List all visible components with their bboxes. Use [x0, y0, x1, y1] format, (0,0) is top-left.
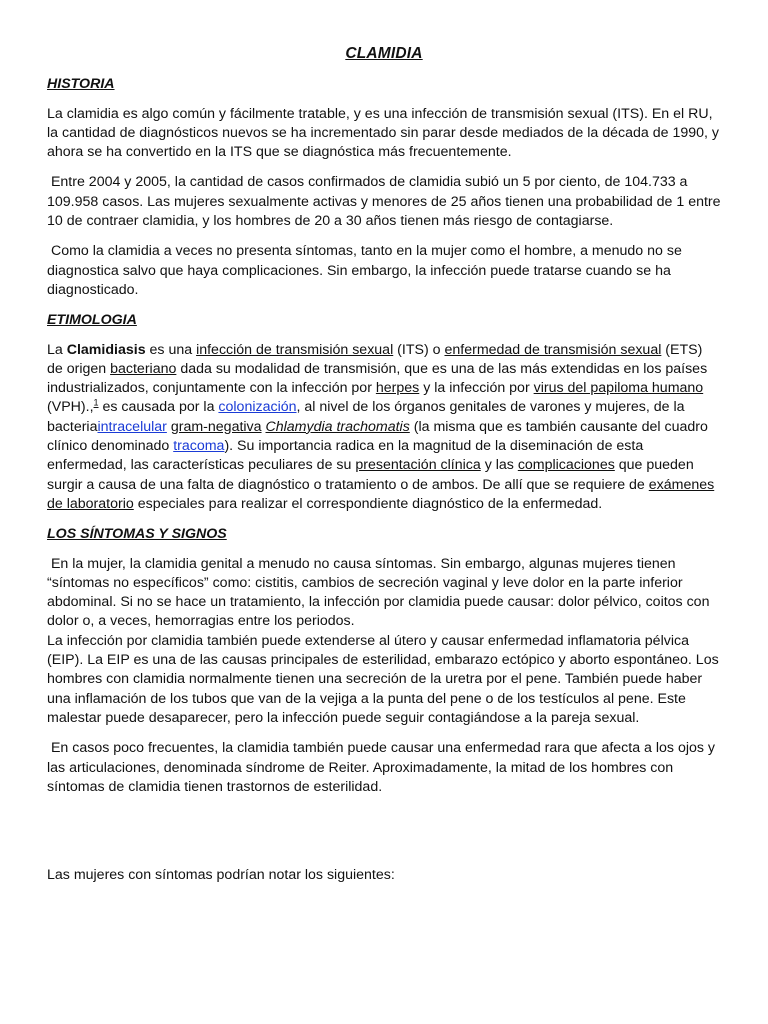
text-run: es una [145, 341, 197, 358]
text-run: dada su modalidad de transmisión, que es una de las más extendidas en los países industrializados, conjuntamente con la infección por [47, 360, 708, 397]
link-herpes[interactable]: herpes [375, 380, 420, 397]
link-examenes-laboratorio[interactable]: exámenes de laboratorio [47, 476, 715, 512]
text-run: y la infección por [419, 380, 534, 397]
sintomas-paragraph-1a: En la mujer, la clamidia genital a menudo no causa síntomas. Sin embargo, algunas mujeres tienen “síntomas no específicos” como: cistitis, cambios de secreción vaginal y leve dolor en la parte inferior abdominal. Si no se hace un tratamiento, la infección por clamidia puede causar: dolor pélvico, coitos con dolor o, a veces, hemorragias entre los periodos. [47, 555, 710, 630]
term-clamidiasis: Clamidiasis [66, 341, 146, 358]
footnote-ref[interactable]: 1 [93, 397, 99, 408]
text-run: , al nivel de los órganos genitales de varones y mujeres, de la bacteria [47, 399, 685, 435]
section-heading-etimologia: ETIMOLOGIA [47, 312, 137, 329]
historia-paragraph-3 [47, 242, 721, 300]
text-run: que pueden surgir a causa de una falta de diagnóstico o tratamiento o de ambos. De allí que se requiere de [47, 457, 694, 493]
text-run: (ETS) de origen [47, 341, 703, 377]
text-run: (ITS) o [393, 341, 445, 358]
link-gram-negativa[interactable]: gram-negativa [170, 418, 262, 435]
sintomas-paragraph-3: Las mujeres con síntomas podrían notar los siguientes: [47, 867, 395, 884]
historia-paragraph-2-text: Entre 2004 y 2005, la cantidad de casos confirmados de clamidia subió un 5 por ciento, de 104.733 a 109.958 casos. Las mujeres sexualmente activas y menores de 25 años tienen una probabilidad de 1 entre 10 de contraer clamidia, y los hombres de 20 a 30 años tienen más riesgo de contagiarse. [47, 174, 721, 230]
text-run: ). Su importancia radica en la magnitud de la diseminación de esta enfermedad, las características peculiares de su [47, 438, 644, 474]
text-run: (la misma que es también causante del cuadro clínico denominado [47, 418, 708, 455]
sintomas-paragraph-1b: La infección por clamidia también puede extenderse al útero y causar enfermedad inflamatoria pélvica (EIP). La EIP es una de las causas principales de esterilidad, embarazo ectópico y aborto espontáneo. Los hombres con clamidia normalmente tienen una secreción de la uretra por el pene. También puede haber una inflamación de los tubos que van de la vejiga a la punta del pene o de los testículos al pene. Este malestar puede desaparecer, pero la infección puede seguir contagiándose a la pareja sexual. [47, 632, 719, 726]
text-run: y las [480, 457, 518, 474]
link-complicaciones[interactable]: complicaciones [517, 457, 615, 474]
historia-paragraph-3-text: Como la clamidia a veces no presenta síntomas, tanto en la mujer como el hombre, a menudo no se diagnostica salvo que haya complicaciones. Sin embargo, la infección puede tratarse cuando se ha diagnosticado. [47, 243, 682, 298]
link-ets[interactable]: enfermedad de transmisión sexual [444, 341, 662, 358]
section-heading-historia: HISTORIA [47, 76, 115, 93]
historia-paragraph-2 [47, 173, 721, 231]
link-bacteriano[interactable]: bacteriano [110, 360, 177, 377]
term-chlamydia-trachomatis[interactable]: Chlamydia trachomatis [265, 418, 410, 435]
document-title: CLAMIDIA [345, 45, 423, 62]
etimologia-paragraph [47, 341, 721, 515]
historia-paragraph-1: La clamidia es algo común y fácilmente tratable, y es una infección de transmisión sexual (ITS). En el RU, la cantidad de diagnósticos nuevos se ha incrementado sin parar desde mediados de la década de 1990, y ahora se ha convertido en la ITS que se diagnóstica más frecuentemente. [47, 105, 719, 161]
link-its[interactable]: infección de transmisión sexual [196, 341, 394, 358]
text-run: es causada por la [98, 399, 219, 416]
text-run: (VPH)., [47, 399, 94, 416]
sintomas-paragraph-2-text: En casos poco frecuentes, la clamidia también puede causar una enfermedad rara que afecta a los ojos y las articulaciones, denominada síndrome de Reiter. Aproximadamente, la mitad de los hombres con síntomas de clamidia tienen trastornos de esterilidad. [47, 740, 716, 795]
link-intracelular[interactable]: intracelular [97, 418, 167, 435]
link-presentacion-clinica[interactable]: presentación clínica [355, 457, 481, 474]
sintomas-paragraph-2 [47, 739, 721, 797]
section-heading-sintomas: LOS SÍNTOMAS Y SIGNOS [47, 526, 227, 543]
sintomas-paragraph-1 [47, 555, 721, 729]
blank-spacer [47, 808, 721, 866]
link-colonizacion[interactable]: colonización [218, 399, 297, 416]
text-run: especiales para realizar el correspondiente diagnóstico de la enfermedad. [133, 495, 603, 512]
text-run: La [47, 341, 67, 358]
link-tracoma[interactable]: tracoma [173, 438, 225, 455]
link-vph[interactable]: virus del papiloma humano [533, 380, 704, 397]
